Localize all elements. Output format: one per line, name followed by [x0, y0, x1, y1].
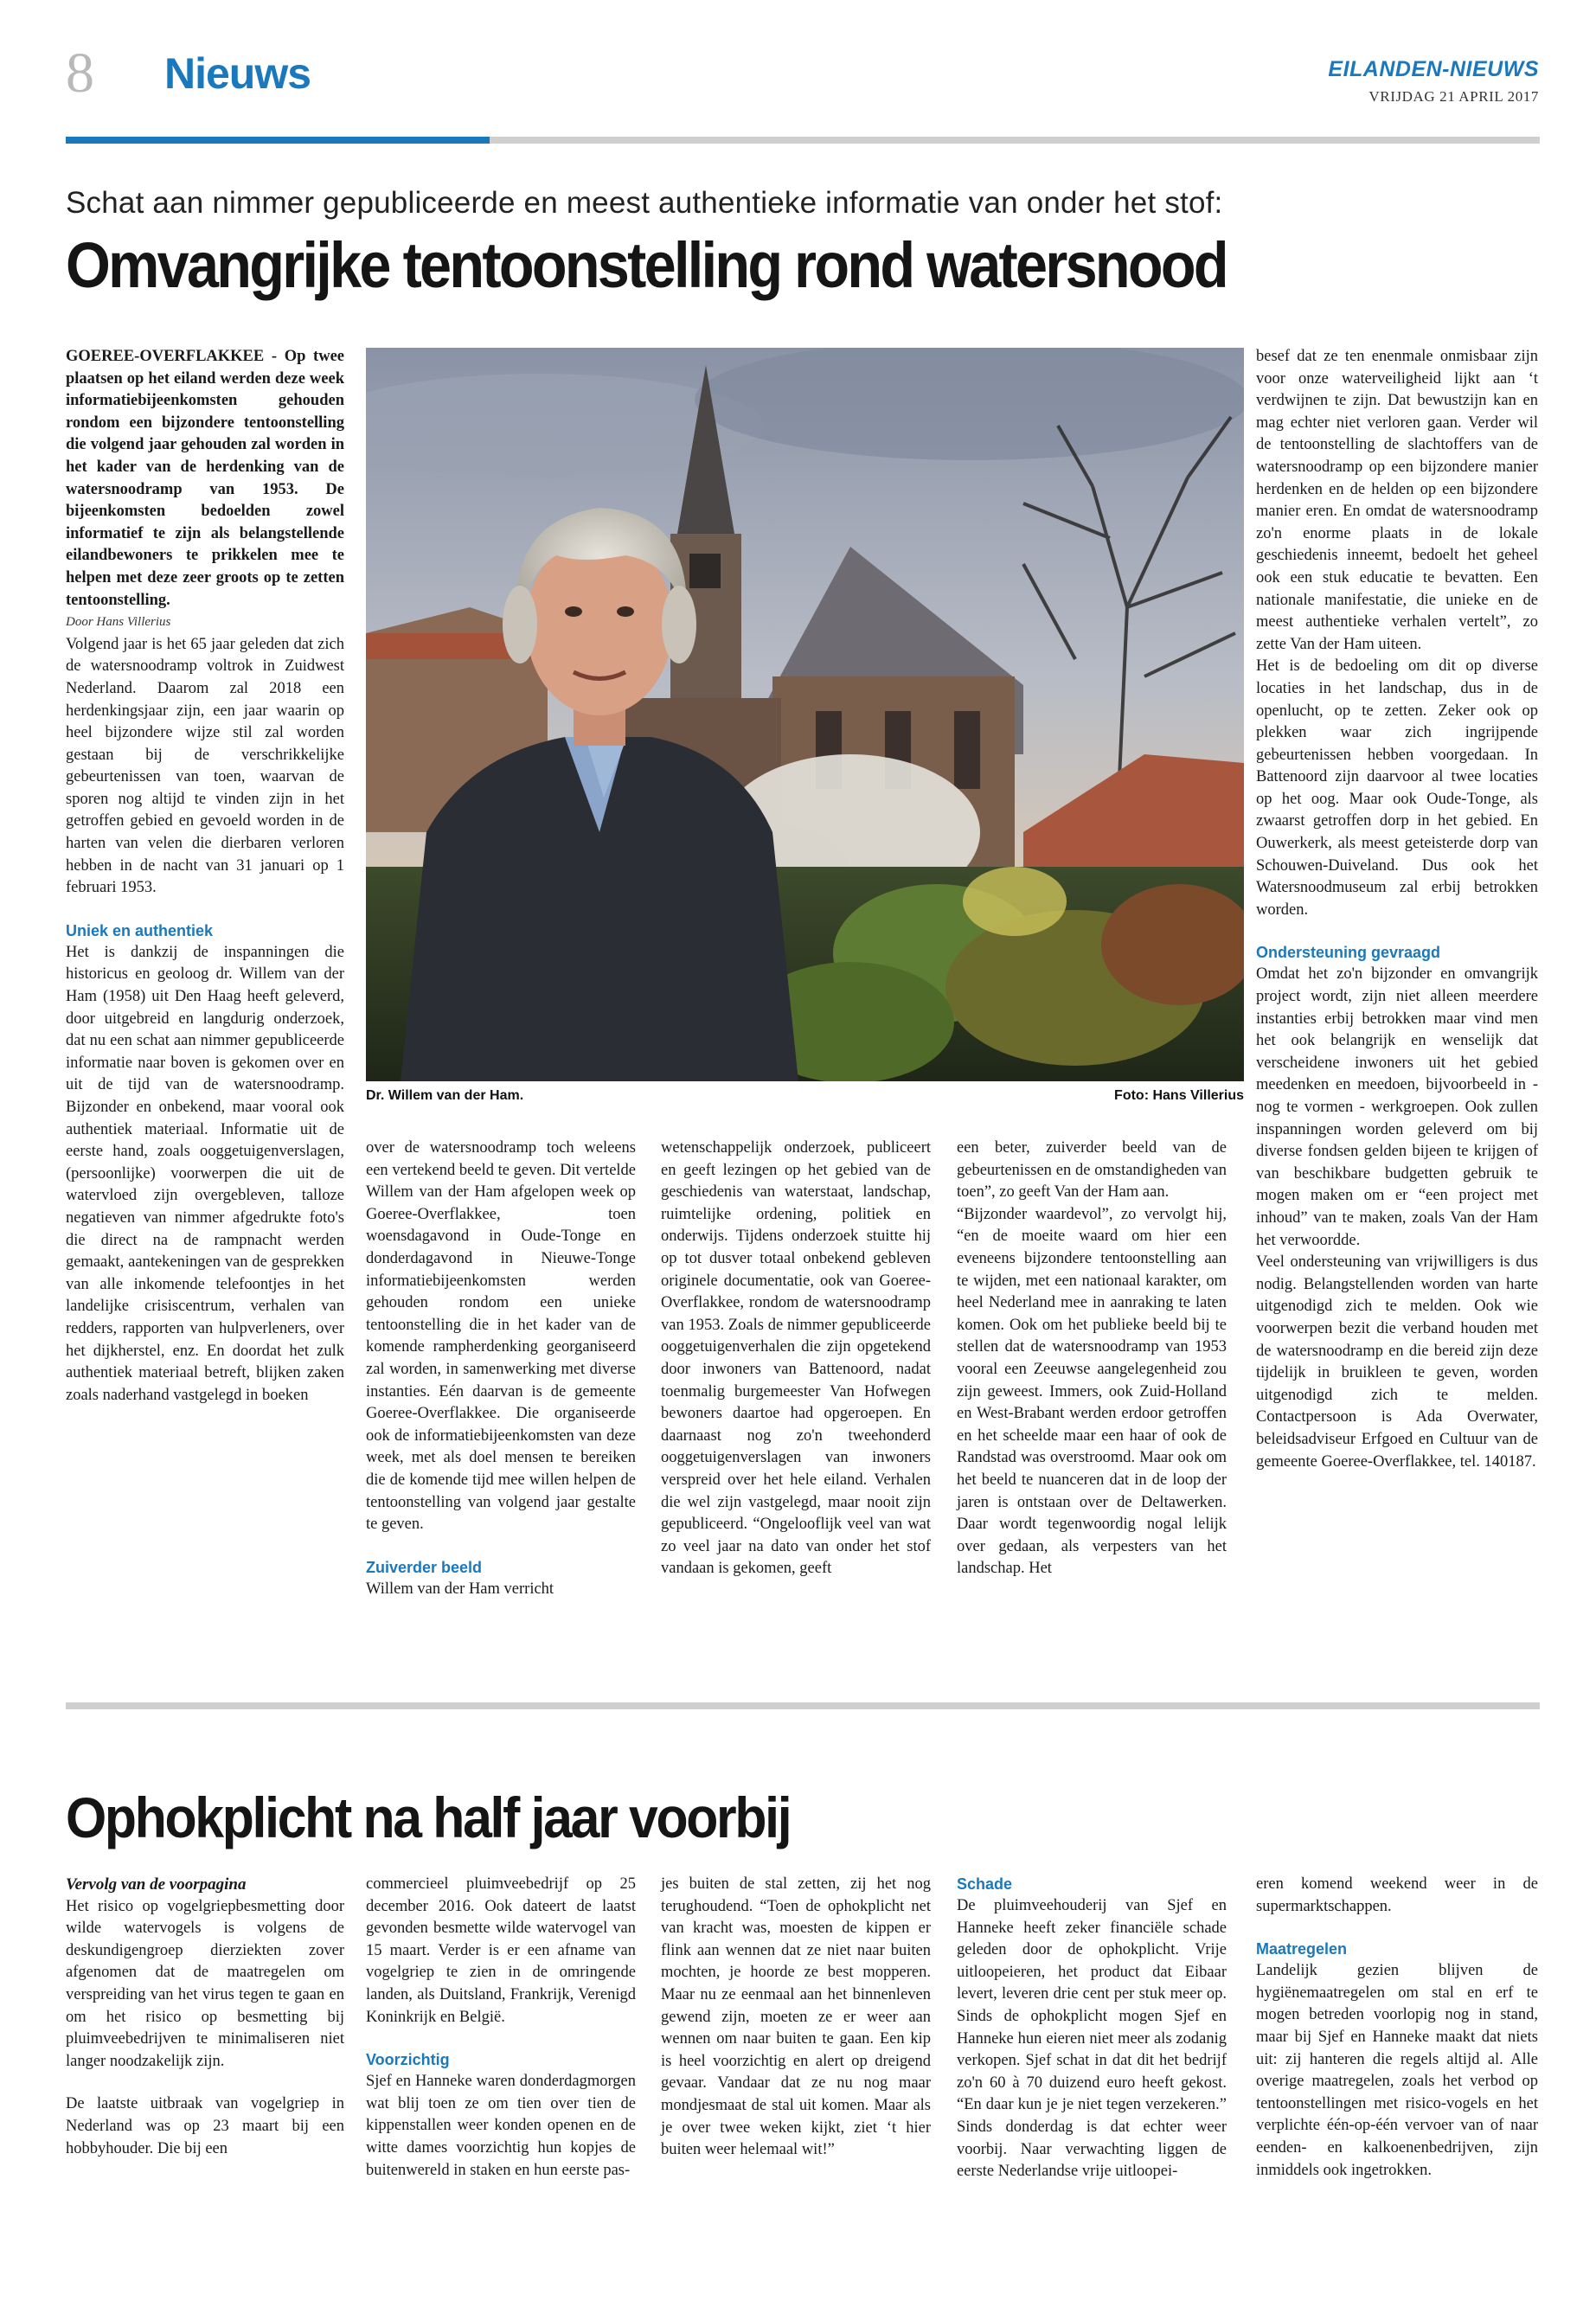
article2-column-1 [66, 1874, 344, 2160]
paragraph: “Bijzonder waardevol”, zo vervolgt hij, “en de moeite waard om hier een eveneens bijzondere tentoonstelling aan te wijden, met een nationaal karakter, om heel Nederland mee in aanraking te laten komen. Ook om het publieke beeld bij te stellen dat de watersnoodramp van 1953 vooral een Zeeuwse aangelegenheid zou zijn geweest. Immers, ook Zuid-Holland en West-Brabant werden erdoor getroffen en het scheelde maar een haar of ook de Randstad was overstroomd. Maar ook om het beeld te nuanceren dat in de loop der jaren is ontstaan over de Deltawerken. Daar wordt tegenwoordig nogal lelijk over gedaan, als verpesters van het landschap. Het [957, 1205, 1227, 1578]
paragraph: Het is dankzij de inspanningen die historicus en geoloog dr. Willem van der Ham (1958) uit Den Haag heeft geleverd, door uitgebreid en langdurig onderzoek, dat nu een schat aan nimmer gepubliceerde informatie naar boven is gekomen over en uit de tijd van de watersnoodramp. Bijzonder en onbekend, maar vooral ook authentiek materiaal. Informatie uit de eerste hand, zoals ooggetuigenverslagen, (persoonlijke) voorwerpen die uit de watervloed zijn overgebleven, talloze negatieven van nimmer afgedrukte foto's die direct na de rampnacht werden gemaakt, aantekeningen van de gesprekken van alle inkomende telefoontjes in het landelijke crisiscentrum, verhalen van redders, rapporten van hulpverleners, over het dijkherstel, enz. En doordat het zulk authentiek materiaal betreft, blijken zaken zoals naderhand vastgelegd in boeken [66, 943, 344, 1404]
paragraph: jes buiten de stal zetten, zij het nog terughoudend. “Toen de ophokplicht net van kracht was, moesten de kippen er flink aan wennen dat ze niet naar buiten mochten, je hoorde ze best mopperen. Maar nu ze eenmaal aan het binnenleven gewend zijn, moeten ze er weer aan wennen om naar buiten te gaan. Een kip is heel voorzichtig en alert op dreigend gevaar. Vandaar dat ze nu nog maar mondjesmaat de stal uit komen. Maar als je over twee weken kijkt, ziet ‘t hier buiten weer helemaal wit!” [661, 1875, 931, 2159]
article-photo [366, 348, 1244, 1081]
paragraph: Willem van der Ham verricht [366, 1580, 554, 1598]
article-kicker: Schat aan nimmer gepubliceerde en meest authentieke informatie van onder het stof: [66, 186, 1223, 220]
subheading: Schade [957, 1875, 1013, 1893]
page-number: 8 [66, 42, 94, 105]
portrait-photo-illustration [366, 348, 1244, 1081]
newspaper-logo: EILANDEN-NIEUWS [1328, 57, 1539, 81]
paragraph: over de watersnoodramp toch weleens een vertekend beeld te geven. Dit vertelde Willem van der Ham afgelopen week op Goeree-Overflakkee, toen woensdagavond in Oude-Tonge en donderdagavond in Nieuwe-Tonge informatiebijeenkomsten werden gehouden rondom een unieke tentoonstelling die in het kader van de komende rampherdenking georganiseerd zal worden, in samenwerking met diverse instanties. Eén daarvan is de gemeente Goeree-Overflakkee. Die organiseerde ook de informatiebijeenkomsten van deze week, met als doel mensen te bereiken die de komende tijd mee willen helpen de tentoonstelling van volgend jaar gestalte te geven. [366, 1139, 636, 1534]
article2-headline: Ophokplicht na half jaar voorbij [66, 1785, 791, 1849]
article-column-1 [66, 346, 344, 1407]
paragraph: De laatste uitbraak van vogelgriep in Nederland was op 23 maart bij een hobbyhouder. Die bij een [66, 2095, 344, 2157]
byline: Door Hans Villerius [66, 615, 171, 630]
paragraph: wetenschappelijk onderzoek, publiceert en geeft lezingen op het gebied van de geschiedenis van waterstaat, landschap, ruimtelijke ordening, politiek en onderwijs. Tijdens onderzoek stuitte hij op tot dusver totaal onbekend gebleven originele documentatie, ook van Goeree-Overflakkee, rondom de watersnoodramp van 1953. Zoals de nimmer gepubliceerde ooggetuigenverhalen die zijn opgetekend door inwoners van Battenoord, nadat toenmalig burgemeester Van Hofwegen bewoners daartoe had opgeroepen. En daarnaast nog zo'n tweehonderd ooggetuigenverslagen van inwoners verspreid over het hele eiland. Verhalen die wel zijn vastgelegd, maar nooit zijn gepubliceerd. “Ongelooflijk veel van wat zo veel jaar na dato van onder het stof vandaan is gekomen, geeft [661, 1139, 931, 1578]
subheading: Voorzichtig [366, 2051, 450, 2069]
photo-credit: Foto: Hans Villerius [1114, 1088, 1244, 1103]
paragraph: Omdat het zo'n bijzonder en omvangrijk project wordt, zijn niet alleen meerdere instanties erbij betrokken maar vind men het ook belangrijk en wenselijk dat verscheidene inwoners uit het gebied meedenken en meedoen, bijvoorbeeld in - nog te vormen - werkgroepen. Ook zullen inspanningen worden geleverd om bij diverse fondsen gelden bijeen te krijgen of van beschikbare budgetten gebruik te mogen maken om er “een project met inhoud” van te maken, zoals Van der Ham het verwoordde. [1256, 965, 1538, 1249]
photo-caption: Dr. Willem van der Ham. [366, 1088, 524, 1103]
subheading: Maatregelen [1256, 1940, 1348, 1958]
section-title: Nieuws [164, 49, 311, 98]
paragraph: Sjef en Hanneke waren donderdagmorgen wat blij toen ze om tien over tien de kippenstallen weer konden openen en de witte dames voorzichtig hun kopjes de buitenwereld in staken en hun eerste pas- [366, 2073, 636, 2179]
paragraph: Landelijk gezien blijven de hygiënemaatregelen om stal en erf te mogen betreden voorlopig nog in stand, maar bij Sjef en Hanneke maakt dat niets uit: zij hanteren die regels altijd al. Alle overige maatregelen, zoals het verbod op tentoonstellingen met risico-vogels en het verplichte één-op-één vervoer van of naar eenden- en kalkoenenbedrijven, zijn inmiddels ook ingetrokken. [1256, 1962, 1538, 2179]
article-column-4 [957, 1138, 1227, 1580]
paragraph: Veel ondersteuning van vrijwilligers is dus nodig. Belangstellenden worden van harte uitgenodigd zich te melden. Ook wie voorwerpen bezit die verband houden met de watersnoodramp en die bereid zijn deze tijdelijk in bruikleen te geven, worden uitgenodigd zich te melden. Contactpersoon is Ada Overwater, beleidsadviseur Erfgoed en Cultuur van de gemeente Goeree-Overflakkee, tel. 140187. [1256, 1253, 1538, 1471]
article2-column-3 [661, 1874, 931, 2162]
issue-date: VRIJDAG 21 APRIL 2017 [1368, 88, 1539, 105]
paragraph: eren komend weekend weer in de supermarktschappen. [1256, 1875, 1538, 1915]
header-rule-accent [66, 137, 490, 144]
continued-label: Vervolg van de voorpagina [66, 1875, 247, 1894]
subheading: Uniek en authentiek [66, 921, 214, 939]
article-intro: GOEREE-OVERFLAKKEE - Op twee plaatsen op het eiland werden deze week informatiebijeenkomsten gehouden rondom een bijzondere tentoonstelling die volgend jaar gehouden zal worden in het kader van de herdenking van de watersnoodramp van 1953. De bijeenkomsten bedoelden zowel informatief te zijn als belangstellende eilandbewoners te prikkelen mee te helpen met deze zeer groots op te zetten tentoonstelling. [66, 348, 344, 609]
paragraph: Het risico op vogelgriepbesmetting door wilde watervogels is volgens de deskundigengroep dierziekten zover afgenomen dat de maatregelen om verspreiding van het virus tegen te gaan en om het risico op besmetting bij pluimveebedrijven te minimaliseren niet langer noodzakelijk zijn. [66, 1897, 344, 2070]
paragraph: De pluimveehouderij van Sjef en Hanneke heeft zeker financiële schade geleden door de ophokplicht. Vrije uitloopeieren, het product dat Eibaar levert, leveren drie cent per stuk meer op. Sinds de ophokplicht mogen Sjef en Hanneke hun eieren niet meer als zodanig verkopen. Sjef schat in dat dit het bedrijf zo'n 60 à 70 duizend euro heeft gekost. “En daar kun je je niet tegen verzekeren.” Sinds donderdag is dat echter weer voorbij. Naar verwachting liggen de eerste Nederlandse vrije uitloopei- [957, 1897, 1227, 2181]
subheading: Zuiverder beeld [366, 1558, 483, 1576]
article2-column-4 [957, 1874, 1227, 2183]
paragraph: Het is de bedoeling om dit op diverse locaties in het landschap, dus in de openlucht, op te zetten. Zeker ook op plekken waar zich ingrijpende gebeurtenissen hebben voorgedaan. In Battenoord zijn daarvoor al twee locaties op het oog. Maar ook Oude-Tonge, als zwaarst getroffen dorp in het gebied. En Ouwerkerk, als meest geteisterde dorp van Schouwen-Duiveland. Dus ook het Watersnoodmuseum zal erbij betrokken worden. [1256, 657, 1538, 919]
subheading: Ondersteuning gevraagd [1256, 944, 1441, 962]
paragraph: Volgend jaar is het 65 jaar geleden dat zich de watersnoodramp voltrok in Zuidwest Nederland. Daarom zal 2018 een herdenkingsjaar zijn, een jaar waarin op heel bijzondere wijze stil zal worden gestaan bij de verschrikkelijke gebeurtenissen van toen, waarvan de sporen nog altijd te vinden zijn in het getroffen gebied en gevoeld worden in de harten van velen die dierbaren verloren hebben in de nacht van 31 januari op 1 februari 1953. [66, 635, 344, 897]
article-headline: Omvangrijke tentoonstelling rond watersnood [66, 229, 1227, 301]
article-column-2 [366, 1138, 636, 1600]
article-column-5 [1256, 346, 1538, 1473]
paragraph: besef dat ze ten enenmale onmisbaar zijn voor onze waterveiligheid lijkt aan ‘t verdwijnen te zijn. Dat bewustzijn kan en mag echter niet verloren gaan. Verder wil de tentoonstelling de slachtoffers van de watersnoodramp op een bijzondere manier herdenken en de helden op een bijzondere manier eren. En omdat de watersnoodramp zo'n enorme plaats in de lokale geschiedenis inneemt, bedoelt het geheel ook een stuk educatie te bevatten. Een nationale manifestatie, die unieke en de meest authentieke verhalen vertelt”, zo zette Van der Ham uiteen. [1256, 348, 1538, 653]
article2-column-2 [366, 1874, 636, 2182]
article2-column-5 [1256, 1874, 1538, 2182]
paragraph: commercieel pluimveebedrijf op 25 december 2016. Ook dateert de laatst gevonden besmette wilde watervogel van 15 maart. Verder is er een afname van vogelgriep te zien in de omringende landen, als Duitsland, Frankrijk, Verenigd Koninkrijk en België. [366, 1875, 636, 2026]
article-column-3 [661, 1138, 931, 1580]
paragraph: een beter, zuiverder beeld van de gebeurtenissen en de omstandigheden van toen”, zo geeft Van der Ham aan. [957, 1139, 1227, 1202]
article-divider [66, 1702, 1540, 1709]
